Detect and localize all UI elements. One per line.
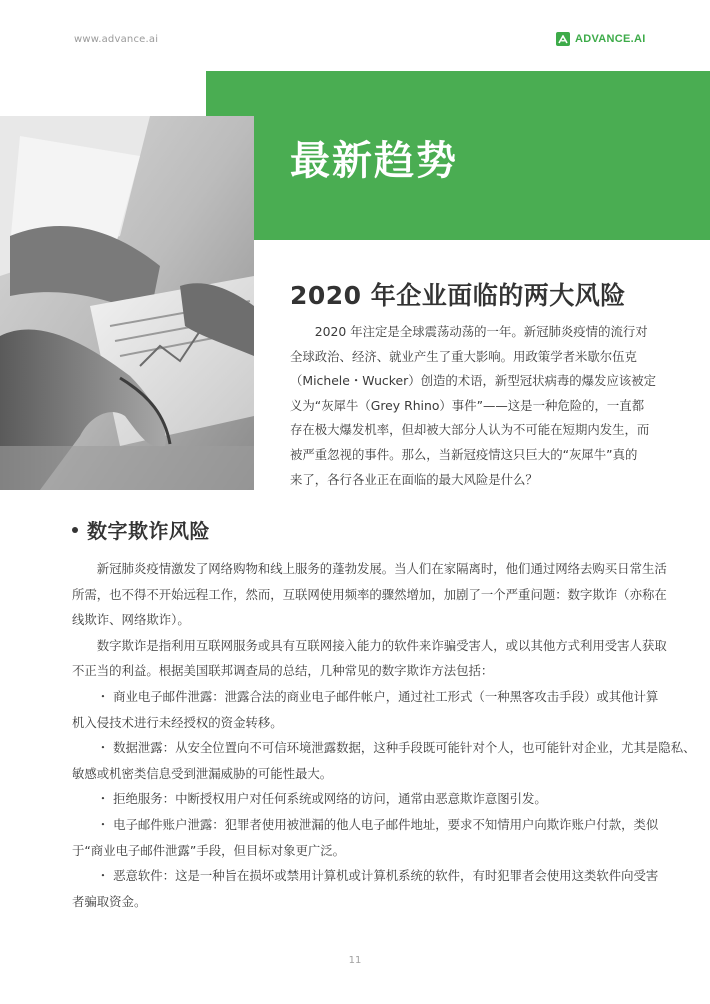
logo-text: ADVANCE.AI bbox=[575, 33, 646, 45]
bullet-dot-icon bbox=[72, 527, 78, 533]
intro-line: 存在极大爆发机率，但却被大部分人认为不可能在短期内发生，而 bbox=[290, 422, 650, 438]
site-url: www.advance.ai bbox=[74, 34, 159, 45]
intro-line: 全球政治、经济、就业产生了重大影响。用政策学者米歇尔伍克 bbox=[290, 348, 637, 364]
body-line: ・ 拒绝服务：中断授权用户对任何系统或网络的访问，通常由恶意欺诈意图引发。 bbox=[72, 791, 547, 807]
page-title: 最新趋势 bbox=[290, 138, 458, 184]
title-banner bbox=[206, 71, 710, 240]
body-line: 所需，也不得不开始远程工作，然而，互联网使用频率的骤然增加，加剧了一个严重问题：数字欺诈（亦称在 bbox=[72, 586, 667, 602]
body-line: 数字欺诈是指利用互联网服务或具有互联网接入能力的软件来诈骗受害人，或以其他方式利用受害人获取 bbox=[72, 637, 667, 653]
intro-line: 2020 年注定是全球震荡动荡的一年。新冠肺炎疫情的流行对 bbox=[290, 324, 648, 339]
body-line: 不正当的利益。根据美国联邦调查局的总结，几种常见的数字欺诈方法包括： bbox=[72, 663, 494, 679]
intro-paragraph bbox=[290, 320, 657, 492]
body-line: ・ 数据泄露：从安全位置向不可信环境泄露数据，这种手段既可能针对个人，也可能针对企业，尤其是隐私、 bbox=[72, 740, 696, 756]
subsection-heading-text: 数字欺诈风险 bbox=[87, 519, 210, 543]
intro-line: 被严重忽视的事件。那么，当新冠疫情这只巨大的“灰犀牛”真的 bbox=[290, 446, 638, 462]
section-heading: 2020 年企业面临的两大风险 bbox=[290, 281, 626, 310]
body-line: 者骗取资金。 bbox=[72, 893, 147, 909]
hand-pointing-at-chart-photo bbox=[0, 116, 254, 490]
body-line: 敏感或机密类信息受到泄漏威胁的可能性最大。 bbox=[72, 765, 333, 781]
body-line: 机入侵技术进行未经授权的资金转移。 bbox=[72, 714, 283, 730]
page-number: 11 bbox=[348, 955, 362, 966]
subsection-heading bbox=[72, 515, 210, 544]
body-text bbox=[72, 556, 696, 914]
intro-line: 来了，各行各业正在面临的最大风险是什么？ bbox=[290, 471, 538, 487]
body-line: 于“商业电子邮件泄露”手段，但目标对象更广泛。 bbox=[72, 842, 346, 858]
body-line: ・ 商业电子邮件泄露：泄露合法的商业电子邮件帐户，通过社工形式（一种黑客攻击手段）或其他计算 bbox=[72, 688, 659, 704]
intro-line: （Michele・Wucker）创造的术语，新型冠状病毒的爆发应该被定 bbox=[290, 373, 657, 389]
advance-logo-icon bbox=[556, 32, 570, 46]
body-line: ・ 电子邮件账户泄露：犯罪者使用被泄漏的他人电子邮件地址，要求不知情用户向欺诈账户付款，类似 bbox=[72, 816, 659, 832]
brand-logo bbox=[556, 32, 646, 46]
intro-line: 义为“灰犀牛（Grey Rhino）事件”——这是一种危险的，一直都 bbox=[290, 397, 645, 413]
body-line: ・ 恶意软件：这是一种旨在损坏或禁用计算机或计算机系统的软件，有时犯罪者会使用这类软件向受害 bbox=[72, 868, 659, 884]
body-line: 新冠肺炎疫情激发了网络购物和线上服务的蓬勃发展。当人们在家隔离时，他们通过网络去购买日常生活 bbox=[72, 561, 667, 576]
body-line: 线欺诈、网络欺诈）。 bbox=[72, 612, 190, 628]
